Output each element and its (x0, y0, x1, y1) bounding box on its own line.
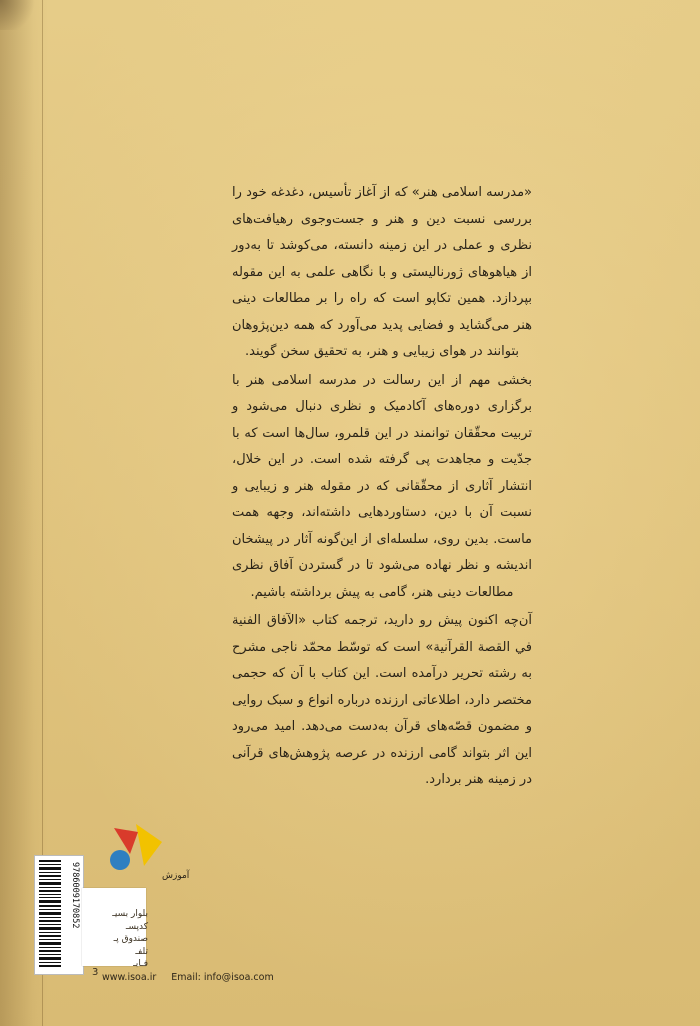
page-mark: 3 (92, 967, 99, 978)
publisher-contact (102, 972, 286, 983)
email-text: Email: info@isoa.com (171, 972, 274, 983)
address-line: فـابـ (133, 959, 148, 969)
blurb-paragraph-2: بخشی مهم از این رسالت در مدرسه اسلامی هنر با برگزاری دوره‌های آکادمیک و نظری دنبال می‌شود و تربیت محقّقان توانمند در این قلمرو، سال‌ها است که با جدّیت و مجاهدت پی گرفته شده است. در این خلال، انتشار آثاری از محقّقانی که در مقوله هنر و زیبایی و نسبت آن با دین، دستاوردهایی داشته‌اند، وجهه همت ماست. بدین روی، سلسله‌ای از این‌گونه آثار در پیشخان اندیشه و نظر نهاده می‌شود تا در گستردن آفاق نظری مطالعات دینی هنر، گامی به پیش برداشته باشیم. (232, 372, 532, 600)
corner-wear-mark (0, 0, 40, 30)
blurb-paragraph-3: آن‌چه اکنون پیش رو دارید، ترجمه کتاب «الآفاق الفنية في القصة القرآنية» است که توسّط محمّد ناجی مشرح به رشته تحریر درآمده است. این کتاب با آن که حجمی مختصر دارد، اطلاعاتی ارزنده درباره انواع و سبک روایی و مضمون قصّه‌های قرآن به‌دست می‌دهد. امید می‌رود این اثر بتواند گامی ارزنده در عرصه پژوهش‌های قرآنی در زمینه هنر بردارد. (232, 613, 532, 787)
logo-blue-circle (110, 850, 130, 870)
logo-red-shape (114, 828, 138, 854)
blurb-paragraph-1: «مدرسه اسلامی هنر» که از آغاز تأسیس، دغدغه خود را بررسی نسبت دین و هنر و جست‌وجوی رهیافت‌های نظری و عملی در این زمینه دانسته، می‌کوشد تا به‌دور از هیاهوهای ژورنالیستی و با نگاهی علمی به این مقوله بپردازد. همین تکاپو است که راه را بر مطالعات دینی هنر می‌گشاید و فضایی پدید می‌آورد که همه دین‌پژوهان بتوانند در هوای زیبایی و هنر، به تحقیق سخن گویند. (232, 185, 532, 359)
back-cover-blurb (232, 180, 532, 796)
isbn-barcode (34, 855, 84, 975)
publisher-logo (100, 820, 190, 881)
barcode-bars (39, 860, 79, 970)
address-line: بلوار بسیـ (112, 909, 148, 919)
logo-name-text: آموزش (162, 871, 190, 881)
address-line: تلفـ (135, 946, 148, 957)
logo-yellow-shape (136, 824, 162, 866)
barcode-digits: 9786009170852 (70, 862, 80, 929)
publisher-address (88, 908, 148, 971)
address-line: کدپسـ (125, 921, 148, 932)
address-line: صندوق پـ (113, 934, 148, 944)
website-link: www.isoa.ir (102, 972, 157, 983)
